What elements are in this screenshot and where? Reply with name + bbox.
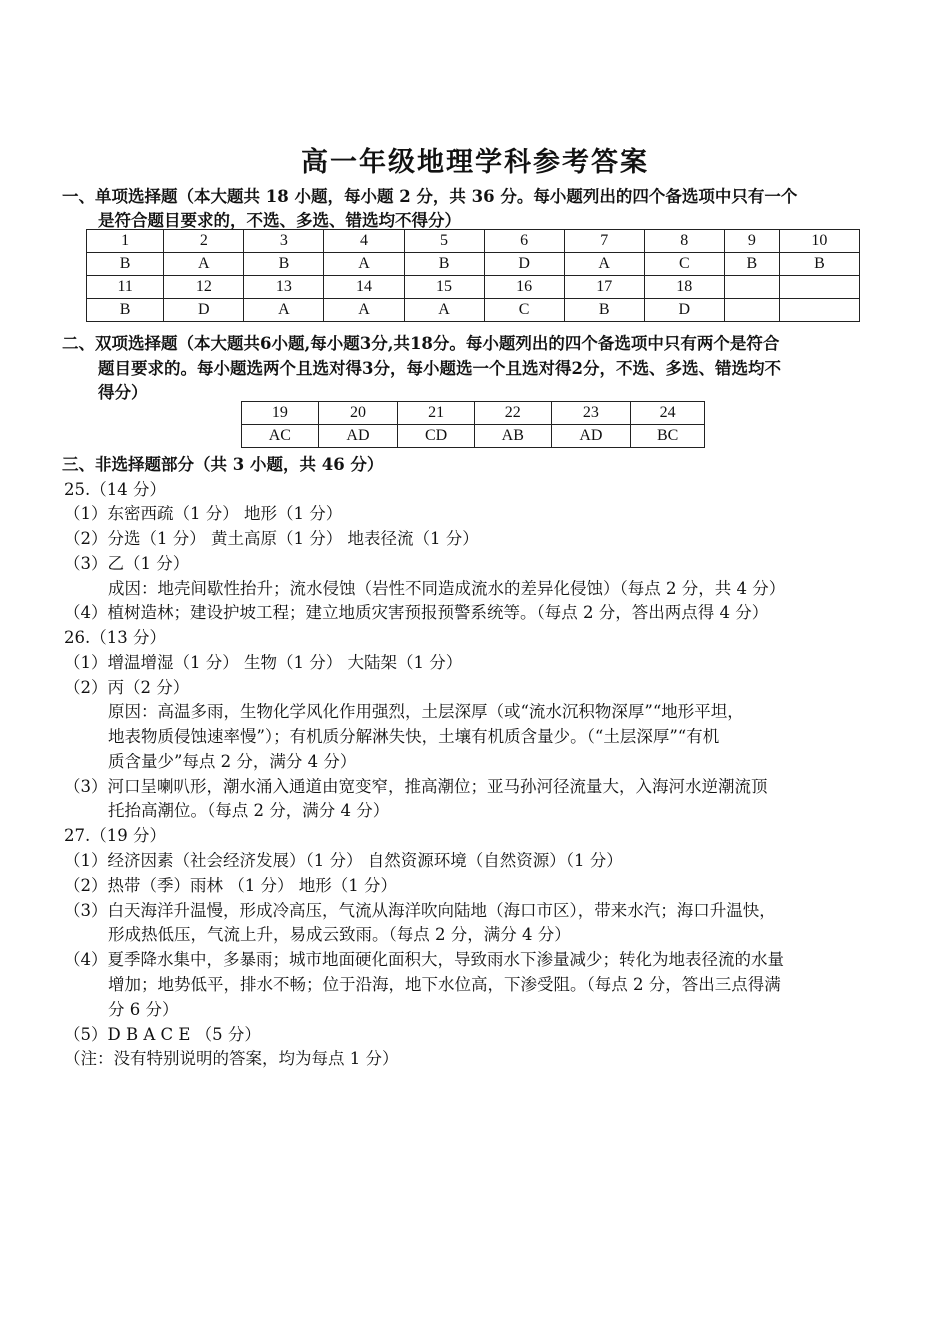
section1-table-cell: B <box>87 299 164 322</box>
section1-table-cell: B <box>724 253 779 276</box>
section1-table-cell: 16 <box>484 276 564 299</box>
section2-table-row <box>242 402 705 425</box>
q27-2: （2）热带（季）雨林 （1 分） 地形（1 分） <box>64 876 397 895</box>
section1-table-row <box>87 230 860 253</box>
section1-table-cell: B <box>779 253 859 276</box>
q26-2-reason-line3: 质含量少”每点 2 分，满分 4 分） <box>108 752 357 771</box>
section1-table-cell: 11 <box>87 276 164 299</box>
q26-1: （1）增温增湿（1 分） 生物（1 分） 大陆架（1 分） <box>64 653 463 672</box>
section1-table-cell: B <box>87 253 164 276</box>
q25-4: （4）植树造林；建设护坡工程；建立地质灾害预报预警系统等。（每点 2 分，答出两点得 4 分） <box>64 603 769 622</box>
page-title: 高一年级地理学科参考答案 <box>301 147 649 178</box>
section1-table-row <box>87 299 860 322</box>
section2-table-cell: BC <box>631 425 705 448</box>
section1-table-cell: A <box>324 299 404 322</box>
q27-3-line2: 形成热低压，气流上升，易成云致雨。（每点 2 分，满分 4 分） <box>108 925 571 944</box>
section1-table-cell: 4 <box>324 230 404 253</box>
q26-heading: 26.（13 分） <box>64 628 166 647</box>
section1-heading-line2: 是符合题目要求的，不选、多选、错选均不得分） <box>98 211 461 230</box>
section2-answer-table <box>241 401 705 448</box>
section2-heading-line2: 题目要求的。每小题选两个且选对得3分，每小题选一个且选对得2分，不选、多选、错选均不 <box>98 359 781 378</box>
section2-heading-line3: 得分） <box>98 383 148 402</box>
section1-table-cell: A <box>324 253 404 276</box>
section1-table-cell: A <box>164 253 244 276</box>
q26-3-line1: （3）河口呈喇叭形，潮水涌入通道由宽变窄，推高潮位；亚马孙河径流量大，入海河水逆潮流顶 <box>64 777 768 796</box>
section1-table-row <box>87 276 860 299</box>
section2-table-cell: 20 <box>318 402 398 425</box>
section1-table-cell: 12 <box>164 276 244 299</box>
section1-table-cell <box>779 276 859 299</box>
q25-3: （3）乙（1 分） <box>64 554 190 573</box>
section1-table-cell: 17 <box>564 276 644 299</box>
q25-2: （2）分选（1 分） 黄土高原（1 分） 地表径流（1 分） <box>64 529 479 548</box>
q27-3-line1: （3）白天海洋升温慢，形成冷高压，气流从海洋吹向陆地（海口市区），带来水汽；海口升温快， <box>64 901 776 920</box>
q27-4-line2: 增加；地势低平，排水不畅；位于沿海，地下水位高，下渗受阻。（每点 2 分，答出三点得满 <box>108 975 781 994</box>
section1-table-cell: D <box>484 253 564 276</box>
section2-table-cell: 24 <box>631 402 705 425</box>
section2-table-cell: CD <box>398 425 475 448</box>
q25-1: （1）东密西疏（1 分） 地形（1 分） <box>64 504 343 523</box>
section1-table-cell: 3 <box>244 230 324 253</box>
section1-table-cell <box>724 299 779 322</box>
section1-table-cell: D <box>164 299 244 322</box>
section1-table-cell: 10 <box>779 230 859 253</box>
section1-table-cell: 15 <box>404 276 484 299</box>
q27-heading: 27.（19 分） <box>64 826 166 845</box>
section1-table-row <box>87 253 860 276</box>
section1-table-cell: D <box>644 299 724 322</box>
section1-answer-table <box>86 229 860 322</box>
section1-table-cell: B <box>564 299 644 322</box>
section1-table-cell: 13 <box>244 276 324 299</box>
section1-table-cell: B <box>244 253 324 276</box>
section2-table-cell: AD <box>551 425 631 448</box>
section2-table-cell: AC <box>242 425 319 448</box>
section1-table-cell: 18 <box>644 276 724 299</box>
q25-3-reason: 成因：地壳间歇性抬升；流水侵蚀（岩性不同造成流水的差异化侵蚀）（每点 2 分，共 4 分） <box>108 579 786 598</box>
section1-table-cell: 9 <box>724 230 779 253</box>
section1-table-cell: 6 <box>484 230 564 253</box>
q26-2-reason-line1: 原因：高温多雨，生物化学风化作用强烈，土层深厚（或“流水沉积物深厚”“地形平坦， <box>108 702 744 721</box>
section2-heading-line1: 二、双项选择题（本大题共6小题,每小题3分,共18分。每小题列出的四个备选项中只有两个是符合 <box>62 334 780 353</box>
q27-1: （1）经济因素（社会经济发展）（1 分） 自然资源环境（自然资源）（1 分） <box>64 851 623 870</box>
q26-2: （2）丙（2 分） <box>64 678 190 697</box>
section2-table-cell: 23 <box>551 402 631 425</box>
q26-2-reason-line2: 地表物质侵蚀速率慢”）；有机质分解淋失快，土壤有机质含量少。（“土层深厚”“有机 <box>108 727 720 746</box>
section1-table-cell: 2 <box>164 230 244 253</box>
section2-table-row <box>242 425 705 448</box>
section1-table-cell: 14 <box>324 276 404 299</box>
section2-table-cell: AD <box>318 425 398 448</box>
section2-table-cell: 22 <box>474 402 551 425</box>
section2-table-cell: 21 <box>398 402 475 425</box>
section1-table-cell: C <box>644 253 724 276</box>
q27-4-line1: （4）夏季降水集中，多暴雨；城市地面硬化面积大，导致雨水下渗量减少；转化为地表径流的水量 <box>64 950 784 969</box>
section1-table-cell: B <box>404 253 484 276</box>
q27-4-line3: 分 6 分） <box>108 1000 179 1019</box>
section1-table-cell: 7 <box>564 230 644 253</box>
section1-table-cell: C <box>484 299 564 322</box>
section1-table-cell <box>779 299 859 322</box>
section1-table-cell: 8 <box>644 230 724 253</box>
section1-table-cell <box>724 276 779 299</box>
section1-table-cell: 1 <box>87 230 164 253</box>
section1-heading-line1: 一、单项选择题（本大题共 18 小题，每小题 2 分，共 36 分。每小题列出的四个备选项中只有一个 <box>62 187 798 206</box>
section2-table-cell: AB <box>474 425 551 448</box>
section3-heading: 三、非选择题部分（共 3 小题，共 46 分） <box>62 455 384 474</box>
q27-5: （5）D B A C E （5 分） <box>64 1025 261 1044</box>
q26-3-line2: 托抬高潮位。（每点 2 分，满分 4 分） <box>108 801 390 820</box>
q25-heading: 25.（14 分） <box>64 480 166 499</box>
footnote: （注：没有特别说明的答案，均为每点 1 分） <box>64 1049 399 1068</box>
section1-table-cell: A <box>404 299 484 322</box>
section1-table-cell: A <box>564 253 644 276</box>
section1-table-cell: A <box>244 299 324 322</box>
section1-table-cell: 5 <box>404 230 484 253</box>
section2-table-cell: 19 <box>242 402 319 425</box>
